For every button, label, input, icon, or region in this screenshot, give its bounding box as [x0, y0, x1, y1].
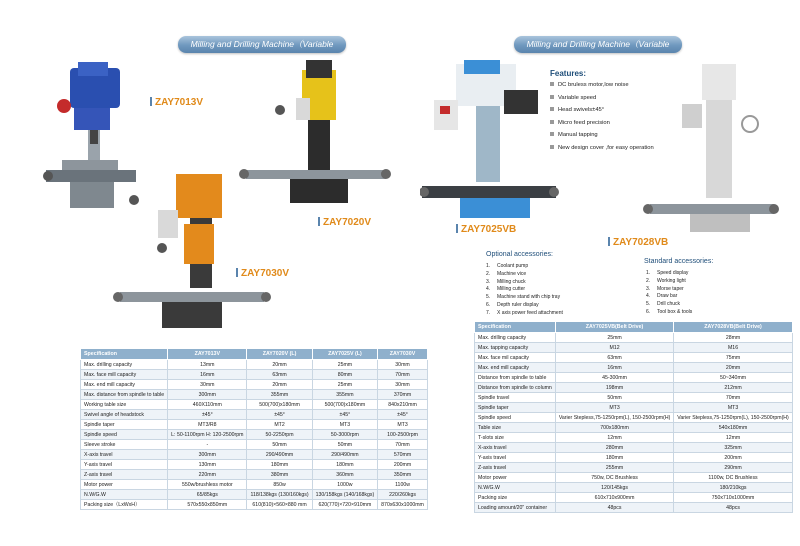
- accessory-item: [486, 286, 525, 292]
- accessory-text: X axis power feed attachment: [497, 309, 563, 316]
- model-name: ZAY7013V: [155, 97, 203, 108]
- table-row: [81, 470, 428, 480]
- accessory-item: [646, 293, 677, 299]
- accessory-text: Milling cutter: [497, 286, 526, 293]
- accessory-text: Depth ruler display: [497, 302, 539, 308]
- label-bar: [608, 237, 610, 246]
- spec-value-cell: MT3: [312, 420, 378, 430]
- spec-value-cell: MT2: [247, 420, 312, 430]
- item-number: 3.: [486, 278, 491, 285]
- spec-label-cell: Motor power: [81, 480, 168, 490]
- spec-value-cell: 130/158kgs (140/168kgs): [312, 490, 378, 500]
- spec-value-cell: 63mm: [555, 353, 673, 363]
- spec-value-cell: 30mm: [168, 380, 247, 390]
- spec-value-cell: 290/490mm: [312, 450, 378, 460]
- spec-value-cell: 48pcs: [555, 503, 673, 513]
- model-label-zay7020v: [318, 217, 371, 228]
- accessory-text: Speed display: [657, 270, 689, 276]
- spec-label-cell: Working table size: [81, 400, 168, 410]
- spec-value-cell: 500(700)x180mm: [312, 400, 378, 410]
- feature-item: [550, 120, 610, 126]
- feature-item: [550, 82, 629, 88]
- spec-value-cell: 63mm: [247, 370, 312, 380]
- table-row: [81, 490, 428, 500]
- spec-value-cell: 16mm: [168, 370, 247, 380]
- feature-item: [550, 145, 654, 151]
- spec-value-cell: 570x550x850mm: [168, 500, 247, 510]
- spec-value-cell: 25mm: [555, 333, 673, 343]
- spec-value-cell: ±45°: [378, 410, 428, 420]
- spec-value-cell: 30mm: [378, 380, 428, 390]
- accessory-item: [646, 278, 686, 284]
- bullet-icon: [550, 145, 554, 149]
- item-number: 2.: [646, 277, 651, 284]
- spec-value-cell: 28mm: [674, 333, 792, 343]
- spec-value-cell: 50-2250rpm: [247, 430, 312, 440]
- accessory-item: [486, 302, 539, 308]
- spec-value-cell: 380mm: [247, 470, 312, 480]
- spec-label-cell: Y-axis travel: [81, 460, 168, 470]
- spec-value-cell: 550w/brushless motor: [168, 480, 247, 490]
- spec-value-cell: 198mm: [555, 383, 673, 393]
- spec-value-cell: 75mm: [674, 353, 792, 363]
- spec-value-cell: 570mm: [378, 450, 428, 460]
- spec-value-cell: 350mm: [378, 470, 428, 480]
- label-bar: [318, 217, 320, 226]
- feature-text: Head swivels±45°: [558, 107, 605, 113]
- table-header: ZAY7013V: [168, 349, 247, 360]
- spec-value-cell: 460X110mm: [168, 400, 247, 410]
- accessory-text: Morse taper: [657, 285, 684, 292]
- spec-value-cell: 13mm: [168, 360, 247, 370]
- item-number: 5.: [486, 294, 491, 301]
- spec-label-cell: Packing size: [475, 493, 556, 503]
- accessory-item: [646, 309, 692, 315]
- spec-label-cell: Spindle speed: [81, 430, 168, 440]
- table-row: [475, 423, 793, 433]
- spec-value-cell: Varier Stepless,75-1250rpm(L), 150-2500rpm(H): [674, 413, 792, 423]
- spec-value-cell: 48pcs: [674, 503, 792, 513]
- table-row: [81, 360, 428, 370]
- table-header-row: [81, 349, 428, 360]
- item-number: 6.: [646, 309, 651, 315]
- spec-value-cell: MT3/R8: [168, 420, 247, 430]
- spec-value-cell: 80mm: [312, 370, 378, 380]
- spec-label-cell: Max. drilling capacity: [81, 360, 168, 370]
- table-row: [475, 483, 793, 493]
- spec-label-cell: Swivel angle of headstock: [81, 410, 168, 420]
- table-row: [475, 503, 793, 513]
- feature-item: [550, 95, 596, 101]
- table-row: [81, 370, 428, 380]
- table-row: [475, 383, 793, 393]
- spec-label-cell: Distance from spindle to column: [475, 383, 556, 393]
- spec-label-cell: Sleeve stroke: [81, 440, 168, 450]
- accessory-text: Machine vice: [497, 270, 527, 277]
- item-number: 4.: [486, 286, 491, 293]
- spec-value-cell: M12: [555, 343, 673, 353]
- spec-value-cell: 300mm: [168, 450, 247, 460]
- spec-value-cell: MT3: [674, 403, 792, 413]
- spec-value-cell: 840x210mm: [378, 400, 428, 410]
- table-row: [81, 390, 428, 400]
- spec-label-cell: N.W/G.W: [81, 490, 168, 500]
- table-row: [81, 460, 428, 470]
- spec-value-cell: 255mm: [555, 463, 673, 473]
- item-number: 6.: [486, 302, 491, 308]
- spec-value-cell: 300mm: [168, 390, 247, 400]
- table-header: ZAY7030V: [378, 349, 428, 360]
- table-row: [475, 493, 793, 503]
- spec-label-cell: Spindle travel: [475, 393, 556, 403]
- feature-text: Manual tapping: [558, 132, 598, 138]
- table-row: [475, 393, 793, 403]
- spec-label-cell: N.W/G.W: [475, 483, 556, 493]
- spec-value-cell: 120/145kgs: [555, 483, 673, 493]
- spec-label-cell: Z-axis travel: [81, 470, 168, 480]
- spec-value-cell: 50~340mm: [674, 373, 792, 383]
- model-name: ZAY7028VB: [613, 237, 669, 248]
- spec-value-cell: 25mm: [312, 360, 378, 370]
- right-spec-table: [474, 321, 793, 513]
- table-row: [475, 453, 793, 463]
- table-row: [81, 410, 428, 420]
- optional-accessories-title: Optional accessories:: [486, 251, 553, 258]
- spec-label-cell: Spindle taper: [475, 403, 556, 413]
- accessory-text: Machine stand with chip tray: [497, 294, 561, 301]
- machine-zay7030v-image: [112, 168, 272, 332]
- spec-value-cell: Varier Stepless,75-1250rpm(L), 150-2500rpm(H): [555, 413, 673, 423]
- table-row: [475, 403, 793, 413]
- table-row: [475, 373, 793, 383]
- spec-value-cell: 290/490mm: [247, 450, 312, 460]
- table-row: [475, 473, 793, 483]
- feature-text: Micro feed precision: [558, 119, 610, 126]
- spec-value-cell: 290mm: [674, 463, 792, 473]
- model-label-zay7025vb: [456, 224, 516, 235]
- accessory-item: [486, 279, 526, 285]
- spec-value-cell: -: [168, 440, 247, 450]
- spec-value-cell: 65/85kgs: [168, 490, 247, 500]
- spec-value-cell: 12mm: [555, 433, 673, 443]
- spec-label-cell: Spindle speed: [475, 413, 556, 423]
- spec-value-cell: 220mm: [168, 470, 247, 480]
- spec-label-cell: X-axis travel: [475, 443, 556, 453]
- spec-value-cell: 20mm: [674, 363, 792, 373]
- spec-label-cell: Max. face mil capacity: [475, 353, 556, 363]
- spec-value-cell: 70mm: [378, 370, 428, 380]
- spec-value-cell: 180mm: [555, 453, 673, 463]
- item-number: 1.: [646, 270, 651, 276]
- spec-value-cell: 70mm: [674, 393, 792, 403]
- item-number: 1.: [486, 263, 491, 269]
- accessory-item: [646, 301, 680, 307]
- bullet-icon: [550, 107, 554, 111]
- spec-value-cell: MT3: [555, 403, 673, 413]
- table-row: [475, 413, 793, 423]
- spec-label-cell: Max. end mill capacity: [81, 380, 168, 390]
- item-number: 5.: [646, 301, 651, 308]
- spec-value-cell: 280mm: [555, 443, 673, 453]
- left-banner: Milling and Drilling Machine（Variable Speed）: [178, 36, 346, 53]
- spec-value-cell: 180mm: [247, 460, 312, 470]
- spec-value-cell: 700x180mm: [555, 423, 673, 433]
- model-label-zay7028vb: [608, 237, 668, 248]
- spec-value-cell: 500(700)x180mm: [247, 400, 312, 410]
- spec-value-cell: 180/210kgs: [674, 483, 792, 493]
- spec-value-cell: 118/138kgs (130/160kgs): [247, 490, 312, 500]
- item-number: 4.: [646, 293, 651, 300]
- spec-label-cell: X-axis travel: [81, 450, 168, 460]
- spec-value-cell: 100-2500rpm: [378, 430, 428, 440]
- spec-value-cell: 20mm: [247, 380, 312, 390]
- spec-value-cell: ±45°: [247, 410, 312, 420]
- spec-value-cell: 50mm: [247, 440, 312, 450]
- spec-label-cell: Y-axis travel: [475, 453, 556, 463]
- spec-value-cell: 610x710x900mm: [555, 493, 673, 503]
- table-header-row: [475, 322, 793, 333]
- spec-value-cell: 200mm: [378, 460, 428, 470]
- left-table-body: [81, 360, 428, 510]
- spec-value-cell: 200mm: [674, 453, 792, 463]
- spec-label-cell: Loading amount/20" container: [475, 503, 556, 513]
- spec-value-cell: MT3: [378, 420, 428, 430]
- right-table-body: [475, 333, 793, 513]
- spec-value-cell: 1100w: [378, 480, 428, 490]
- accessory-item: [486, 271, 526, 277]
- spec-value-cell: 360mm: [312, 470, 378, 480]
- label-bar: [456, 224, 458, 233]
- spec-value-cell: 70mm: [378, 440, 428, 450]
- spec-value-cell: ±45°: [312, 410, 378, 420]
- table-header: Specification: [475, 322, 556, 333]
- spec-value-cell: 1000w: [312, 480, 378, 490]
- spec-label-cell: Max. face mill capacity: [81, 370, 168, 380]
- bullet-icon: [550, 132, 554, 136]
- bullet-icon: [550, 120, 554, 124]
- table-row: [475, 433, 793, 443]
- table-row: [81, 380, 428, 390]
- spec-label-cell: Motor power: [475, 473, 556, 483]
- spec-value-cell: 370mm: [378, 390, 428, 400]
- model-label-zay7013v: [150, 97, 203, 108]
- table-header: ZAY7020V (L): [247, 349, 312, 360]
- spec-value-cell: 16mm: [555, 363, 673, 373]
- spec-value-cell: 220/260kgs: [378, 490, 428, 500]
- accessory-text: Draw bar: [657, 293, 678, 300]
- spec-value-cell: M16: [674, 343, 792, 353]
- spec-value-cell: 12mm: [674, 433, 792, 443]
- table-header: ZAY7025VB(Belt Drive): [555, 322, 673, 333]
- spec-value-cell: 45-300mm: [555, 373, 673, 383]
- spec-value-cell: 30mm: [378, 360, 428, 370]
- model-name: ZAY7025VB: [461, 224, 517, 235]
- feature-text: DC bruless motor,low noise: [558, 82, 629, 88]
- spec-label-cell: Packing size（LxWxH）: [81, 500, 168, 510]
- accessory-text: Milling chuck: [497, 278, 526, 285]
- table-row: [81, 500, 428, 510]
- spec-value-cell: 540x180mm: [674, 423, 792, 433]
- standard-accessories-title: Standard accessories:: [644, 258, 714, 265]
- feature-text: Variable speed: [558, 94, 597, 101]
- left-spec-table: [80, 348, 428, 510]
- accessory-item: [486, 310, 563, 316]
- spec-value-cell: 25mm: [312, 380, 378, 390]
- spec-value-cell: 325mm: [674, 443, 792, 453]
- accessory-text: Drill chuck: [657, 301, 681, 308]
- spec-value-cell: 620(770)×720×910mm: [312, 500, 378, 510]
- table-row: [81, 440, 428, 450]
- accessory-text: Tool box & tools: [657, 309, 693, 315]
- spec-label-cell: Spindle taper: [81, 420, 168, 430]
- spec-value-cell: 750x710x1000mm: [674, 493, 792, 503]
- table-row: [475, 363, 793, 373]
- spec-label-cell: Max. end mill capacity: [475, 363, 556, 373]
- features-title: Features:: [550, 69, 587, 78]
- spec-value-cell: 355mm: [247, 390, 312, 400]
- bullet-icon: [550, 82, 554, 86]
- spec-value-cell: L: 50-1100rpm H: 120-2500rpm: [168, 430, 247, 440]
- label-bar: [150, 97, 152, 106]
- spec-value-cell: 850w: [247, 480, 312, 490]
- accessory-text: Working light: [657, 277, 686, 284]
- item-number: 3.: [646, 285, 651, 292]
- model-label-zay7030v: [236, 268, 289, 279]
- table-row: [475, 353, 793, 363]
- spec-value-cell: 610(810)×560×880 mm: [247, 500, 312, 510]
- table-header: ZAY7025V (L): [312, 349, 378, 360]
- spec-value-cell: 50mm: [555, 393, 673, 403]
- spec-value-cell: 1100w, DC Brushless: [674, 473, 792, 483]
- spec-label-cell: Max. distance from spindle to table: [81, 390, 168, 400]
- spec-value-cell: 130mm: [168, 460, 247, 470]
- feature-text: New design cover ,for easy operation: [558, 144, 654, 151]
- spec-label-cell: T-slots size: [475, 433, 556, 443]
- table-row: [475, 343, 793, 353]
- table-row: [81, 420, 428, 430]
- spec-value-cell: 870x630x1000mm: [378, 500, 428, 510]
- feature-item: [550, 107, 604, 113]
- table-row: [475, 443, 793, 453]
- table-row: [81, 400, 428, 410]
- item-number: 7.: [486, 309, 491, 316]
- accessory-item: [646, 270, 688, 276]
- model-name: ZAY7020V: [323, 217, 371, 228]
- spec-label-cell: Distance from spindle to table: [475, 373, 556, 383]
- spec-value-cell: 50-3000rpm: [312, 430, 378, 440]
- accessory-item: [486, 294, 560, 300]
- right-banner: Milling and Drilling Machine（Variable Speed）: [514, 36, 682, 53]
- item-number: 2.: [486, 270, 491, 277]
- spec-label-cell: Max. drilling capacity: [475, 333, 556, 343]
- spec-label-cell: Max. tapping capacity: [475, 343, 556, 353]
- label-bar: [236, 268, 238, 277]
- machine-zay7025vb-image: [420, 60, 560, 220]
- spec-value-cell: ±45°: [168, 410, 247, 420]
- spec-value-cell: 50mm: [312, 440, 378, 450]
- table-row: [81, 480, 428, 490]
- table-header: Specification: [81, 349, 168, 360]
- spec-value-cell: 212mm: [674, 383, 792, 393]
- table-row: [475, 333, 793, 343]
- spec-label-cell: Table size: [475, 423, 556, 433]
- machine-zay7028vb-image: [640, 64, 780, 234]
- table-row: [475, 463, 793, 473]
- bullet-icon: [550, 95, 554, 99]
- model-name: ZAY7030V: [241, 268, 289, 279]
- spec-value-cell: 750w, DC Brushless: [555, 473, 673, 483]
- spec-label-cell: Z-axis travel: [475, 463, 556, 473]
- table-row: [81, 450, 428, 460]
- table-header: ZAY7028VB(Belt Drive): [674, 322, 792, 333]
- feature-item: [550, 132, 598, 138]
- accessory-text: Coolant pump: [497, 263, 529, 269]
- spec-value-cell: 180mm: [312, 460, 378, 470]
- accessory-item: [486, 263, 528, 269]
- spec-value-cell: 355mm: [312, 390, 378, 400]
- accessory-item: [646, 286, 684, 292]
- table-row: [81, 430, 428, 440]
- spec-value-cell: 20mm: [247, 360, 312, 370]
